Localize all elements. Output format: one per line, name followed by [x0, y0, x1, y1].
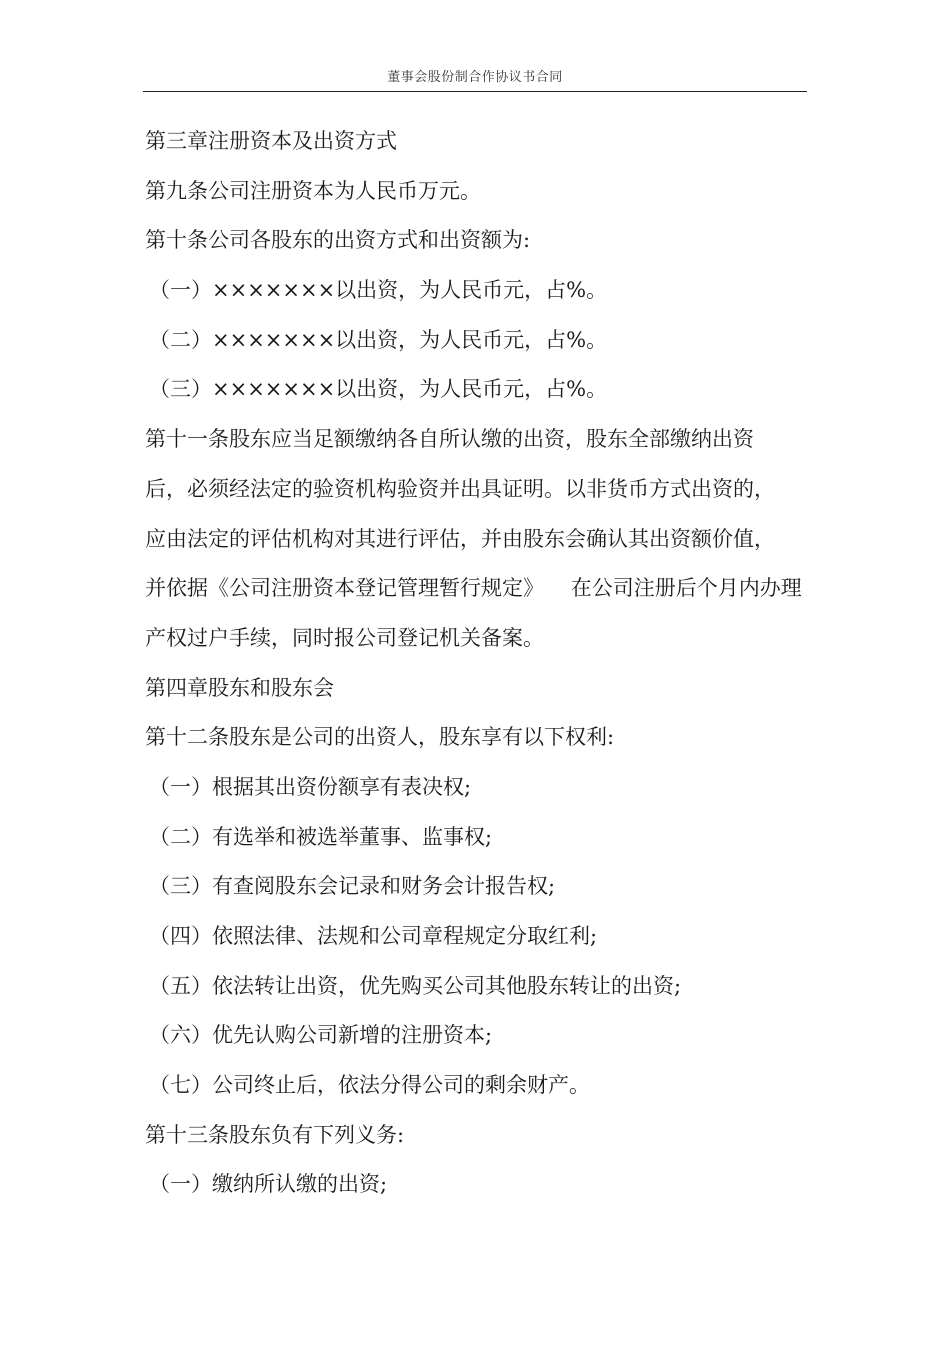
article-text: 并依据《公司注册资本登记管理暂行规定》 在公司注册后个月内办理 [145, 576, 802, 601]
list-item: （一）根据其出资份额享有表决权; [149, 774, 472, 799]
chapter-heading: 第三章注册资本及出资方式 [145, 129, 397, 153]
article-text: 第十条公司各股东的出资方式和出资额为: [145, 228, 531, 253]
article-text: 第十二条股东是公司的出资人，股东享有以下权利: [145, 725, 615, 750]
header-divider [143, 91, 807, 92]
article-text: 后，必须经法定的验资机构验资并出具证明。以非货币方式出资的， [145, 476, 775, 501]
list-item: （六）优先认购公司新增的注册资本; [149, 1023, 493, 1048]
document-body [145, 126, 815, 1219]
article-text: 第十一条股东应当足额缴纳各自所认缴的出资，股东全部缴纳出资 [145, 427, 754, 452]
list-item: （七）公司终止后，依法分得公司的剩余财产。 [149, 1073, 590, 1098]
list-item: （三）有查阅股东会记录和财务会计报告权; [149, 874, 556, 899]
running-header: 董事会股份制合作协议书合同 [387, 70, 563, 85]
list-item: （二）×××××××以出资，为人民币元，占%。 [149, 327, 608, 352]
list-item: （四）依照法律、法规和公司章程规定分取红利; [149, 924, 598, 948]
list-item: （三）×××××××以出资，为人民币元，占%。 [149, 377, 608, 402]
article-text: 应由法定的评估机构对其进行评估，并由股东会确认其出资额价值， [145, 526, 775, 551]
article-text: 第九条公司注册资本为人民币万元。 [145, 178, 481, 203]
article-text: 第十三条股东负有下列义务: [145, 1122, 405, 1147]
list-item: （一）缴纳所认缴的出资; [149, 1172, 388, 1197]
article-text: 产权过户手续，同时报公司登记机关备案。 [145, 625, 544, 650]
list-item: （一）×××××××以出资，为人民币元，占%。 [149, 278, 608, 303]
list-item: （五）依法转让出资，优先购买公司其他股东转让的出资; [149, 973, 682, 998]
chapter-heading: 第四章股东和股东会 [145, 675, 334, 700]
list-item: （二）有选举和被选举董事、监事权; [149, 824, 493, 849]
